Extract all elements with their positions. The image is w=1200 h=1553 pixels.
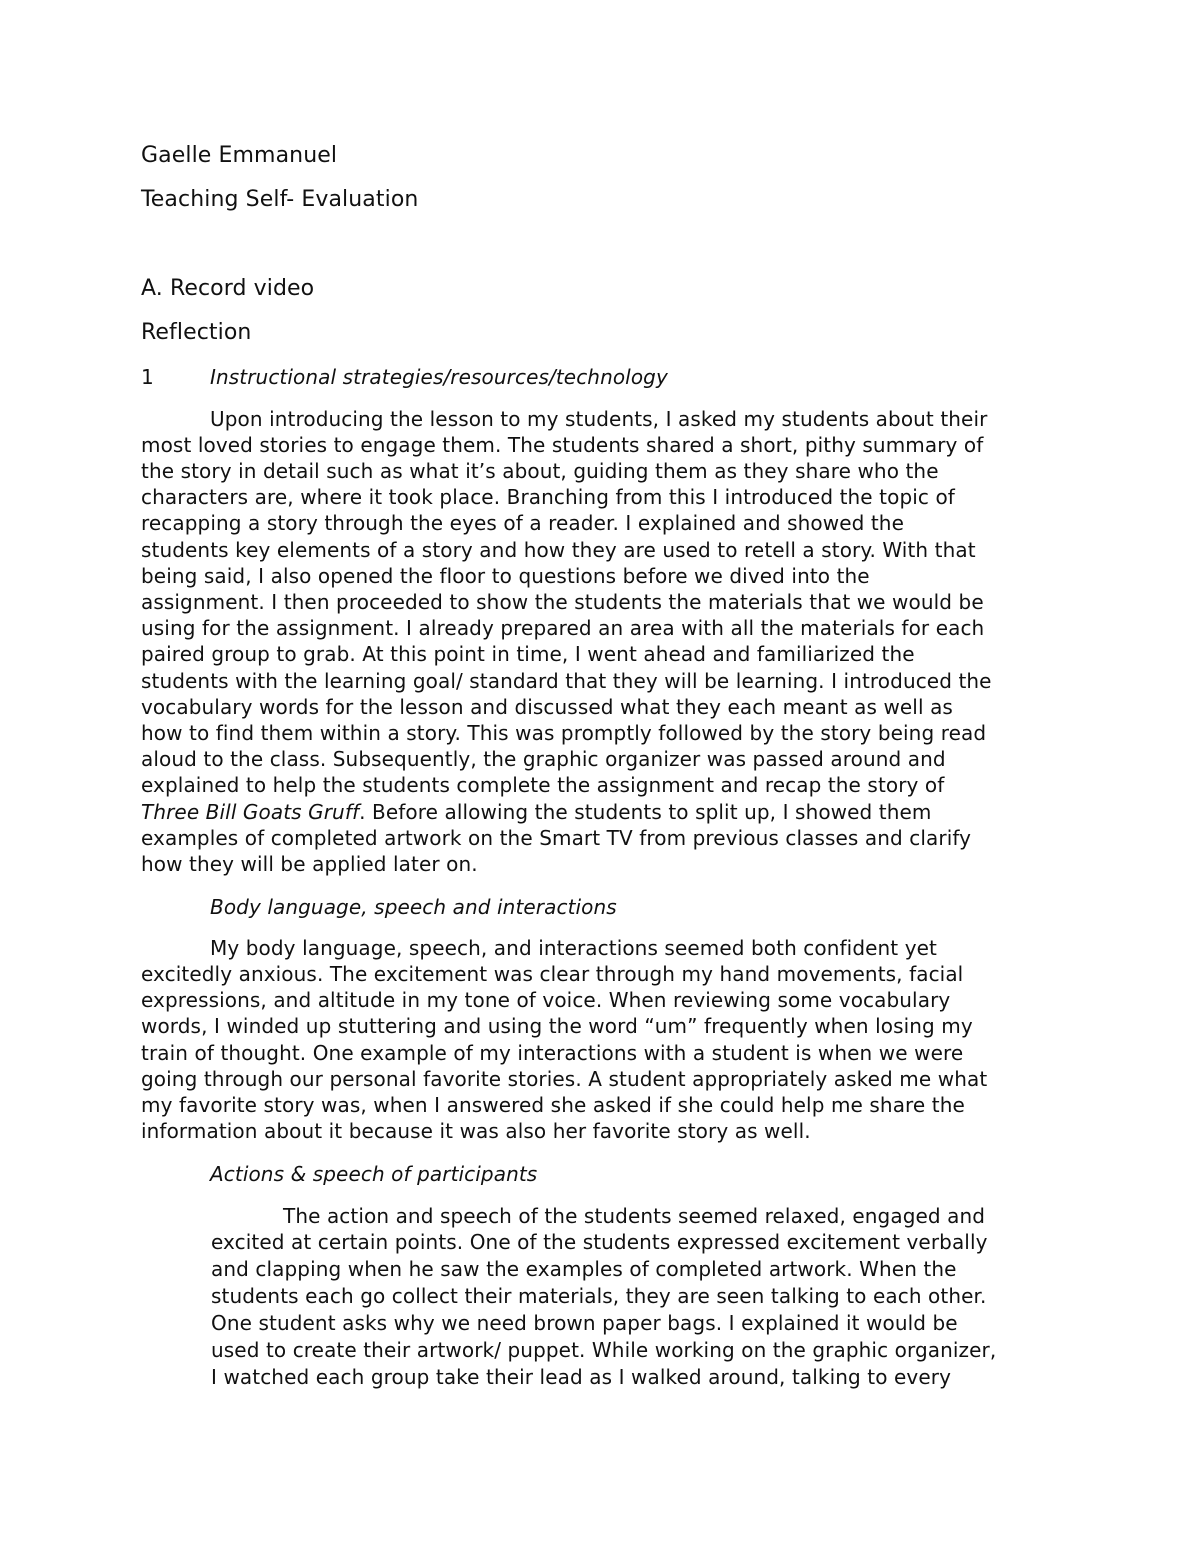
subsection-heading: Body language, speech and interactions bbox=[210, 895, 617, 919]
paragraph-line: words, I winded up stuttering and using the word “um” frequently when losing my bbox=[141, 1014, 973, 1038]
paragraph-line: information about it because it was also her favorite story as well. bbox=[141, 1119, 811, 1143]
paragraph-line bbox=[141, 799, 932, 825]
paragraph-line: One student asks why we need brown paper bags. I explained it would be bbox=[211, 1311, 958, 1335]
paragraph-line: train of thought. One example of my interactions with a student is when we were bbox=[141, 1041, 964, 1065]
paragraph-line: examples of completed artwork on the Smart TV from previous classes and clarify bbox=[141, 826, 972, 850]
paragraph-line: expressions, and altitude in my tone of voice. When reviewing some vocabulary bbox=[141, 988, 951, 1012]
paragraph-line: My body language, speech, and interactions seemed both confident yet bbox=[210, 936, 937, 960]
paragraph-line: how they will be applied later on. bbox=[141, 852, 478, 876]
paragraph-line: excited at certain points. One of the students expressed excitement verbally bbox=[211, 1230, 988, 1254]
paragraph-line: vocabulary words for the lesson and discussed what they each meant as well as bbox=[141, 695, 953, 719]
paragraph-line: my favorite story was, when I answered she asked if she could help me share the bbox=[141, 1093, 965, 1117]
paragraph-line: and clapping when he saw the examples of completed artwork. When the bbox=[211, 1257, 957, 1281]
paragraph-line: used to create their artwork/ puppet. While working on the graphic organizer, bbox=[211, 1338, 997, 1362]
paragraph-line: how to find them within a story. This was promptly followed by the story being read bbox=[141, 721, 987, 745]
numbered-item-1 bbox=[0, 364, 1200, 392]
paragraph-line: most loved stories to engage them. The students shared a short, pithy summary of bbox=[141, 433, 984, 457]
paragraph-line: recapping a story through the eyes of a reader. I explained and showed the bbox=[141, 511, 904, 535]
paragraph-line: The action and speech of the students seemed relaxed, engaged and bbox=[283, 1204, 986, 1228]
paragraph-line: students each go collect their materials, they are seen talking to each other. bbox=[211, 1284, 987, 1308]
paragraph-line: being said, I also opened the floor to questions before we dived into the bbox=[141, 564, 870, 588]
author-name: Gaelle Emmanuel bbox=[141, 143, 338, 168]
paragraph-line: aloud to the class. Subsequently, the graphic organizer was passed around and bbox=[141, 747, 946, 771]
paragraph-line: paired group to grab. At this point in time, I went ahead and familiarized the bbox=[141, 642, 915, 666]
paragraph-line: I watched each group take their lead as I walked around, talking to every bbox=[211, 1365, 952, 1389]
paragraph-line: students key elements of a story and how they are used to retell a story. With that bbox=[141, 538, 976, 562]
paragraph-line: using for the assignment. I already prepared an area with all the materials for each bbox=[141, 616, 985, 640]
paragraph-line: Upon introducing the lesson to my students, I asked my students about their bbox=[210, 407, 988, 431]
paragraph-line: assignment. I then proceeded to show the students the materials that we would be bbox=[141, 590, 984, 614]
paragraph-line: explained to help the students complete the assignment and recap the story of bbox=[141, 773, 945, 797]
paragraph-line: students with the learning goal/ standard that they will be learning. I introduced the bbox=[141, 669, 992, 693]
paragraph-line: excitedly anxious. The excitement was clear through my hand movements, facial bbox=[141, 962, 964, 986]
document-title: Teaching Self- Evaluation bbox=[141, 187, 419, 212]
book-title: Three Bill Goats Gruff bbox=[141, 800, 360, 824]
reflection-heading: Reflection bbox=[141, 320, 252, 345]
paragraph-line: going through our personal favorite stories. A student appropriately asked me what bbox=[141, 1067, 988, 1091]
paragraph-line-text: . Before allowing the students to split up, I showed them bbox=[359, 800, 932, 824]
section-heading: A. Record video bbox=[141, 276, 315, 301]
item-number: 1 bbox=[141, 365, 154, 389]
item-title: Instructional strategies/resources/technology bbox=[210, 365, 668, 389]
subsection-heading: Actions & speech of participants bbox=[210, 1162, 538, 1186]
paragraph-line: characters are, where it took place. Branching from this I introduced the topic of bbox=[141, 485, 955, 509]
paragraph-line: the story in detail such as what it’s about, guiding them as they share who the bbox=[141, 459, 939, 483]
